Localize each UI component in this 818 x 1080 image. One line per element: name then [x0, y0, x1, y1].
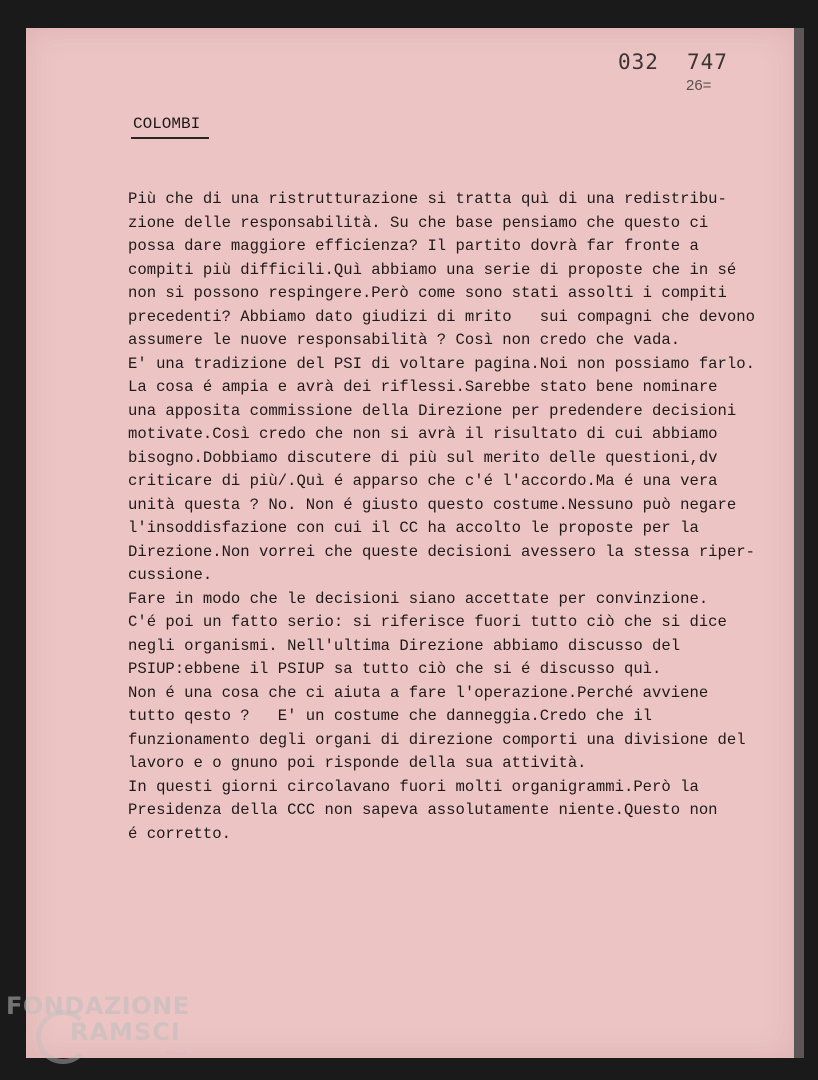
text-line: bisogno.Dobbiamo discutere di più sul merito delle questioni,dv: [128, 448, 718, 467]
text-line: La cosa é ampia e avrà dei riflessi.Sarebbe stato bene nominare: [128, 378, 718, 396]
text-line: Fare in modo che le decisioni siano accettate per convinzione.: [128, 589, 709, 608]
page-number: 26=: [686, 77, 712, 94]
document-number-series: 032: [618, 50, 659, 74]
text-line: In questi giorni circolavano fuori molti organigrammi.Però la: [128, 777, 699, 796]
watermark-gramsci: RAMSCI: [70, 1018, 181, 1046]
document-number: [618, 50, 728, 74]
text-line: é corretto.: [128, 824, 231, 843]
text-line: Direzione.Non vorrei che queste decisioni avessero la stessa riper-: [128, 542, 755, 561]
text-line: motivate.Così credo che non si avrà il risultato di cui abbiamo: [128, 425, 718, 443]
text-line: C'é poi un fatto serio: si riferisce fuori tutto ciò che si dice: [128, 613, 727, 631]
text-line: unità questa ? No. Non é giusto questo costume.Nessuno può negare: [128, 495, 737, 514]
paper-edge: [794, 28, 804, 1058]
text-line: funzionamento degli organi di direzione comporti una divisione del: [128, 730, 746, 749]
text-line: Non é una cosa che ci aiuta a fare l'operazione.Perché avviene: [128, 683, 709, 702]
text-line: lavoro e o gnuno poi risponde della sua attività.: [128, 754, 587, 772]
text-line: PSIUP:ebbene il PSIUP sa tutto ciò che si é discusso quì.: [128, 660, 662, 678]
text-line: E' una tradizione del PSI di voltare pagina.Noi non possiamo farlo.: [128, 354, 755, 373]
text-line: una apposita commissione della Direzione per predendere decisioni: [128, 401, 737, 420]
text-line: criticare di più/.Quì é apparso che c'é l'accordo.Ma é una vera: [128, 472, 718, 490]
text-line: non si possono respingere.Però come sono stati assolti i compiti: [128, 284, 727, 302]
text-line: possa dare maggiore efficienza? Il partito dovrà far fronte a: [128, 237, 699, 255]
document-number-sheet: 747: [686, 50, 728, 74]
typed-text: [128, 188, 778, 846]
text-line: assumere le nuove responsabilità ? Così non credo che vada.: [128, 331, 681, 349]
text-line: l'insoddisfazione con cui il CC ha accolto le proposte per la: [128, 519, 699, 537]
text-line: Più che di una ristrutturazione si tratta quì di una redistribu-: [128, 190, 727, 208]
text-line: Presidenza della CCC non sapeva assolutamente niente.Questo non: [128, 801, 718, 819]
speaker-underline: [131, 137, 209, 139]
text-line: compiti più difficili.Quì abbiamo una serie di proposte che in sé: [128, 260, 737, 279]
watermark-onlus: onlus: [166, 1048, 188, 1057]
watermark-fondazione: FONDAZIONE: [6, 992, 190, 1020]
speaker-name: COLOMBI: [133, 115, 201, 133]
text-line: precedenti? Abbiamo dato giudizi di mrito sui compagni che devono: [128, 307, 755, 326]
text-line: tutto qesto ? E' un costume che danneggia.Credo che il: [128, 707, 653, 725]
text-line: cussione.: [128, 566, 213, 584]
text-line: negli organismi. Nell'ultima Direzione abbiamo discusso del: [128, 636, 681, 655]
text-line: zione delle responsabilità. Su che base pensiamo che questo ci: [128, 213, 709, 232]
